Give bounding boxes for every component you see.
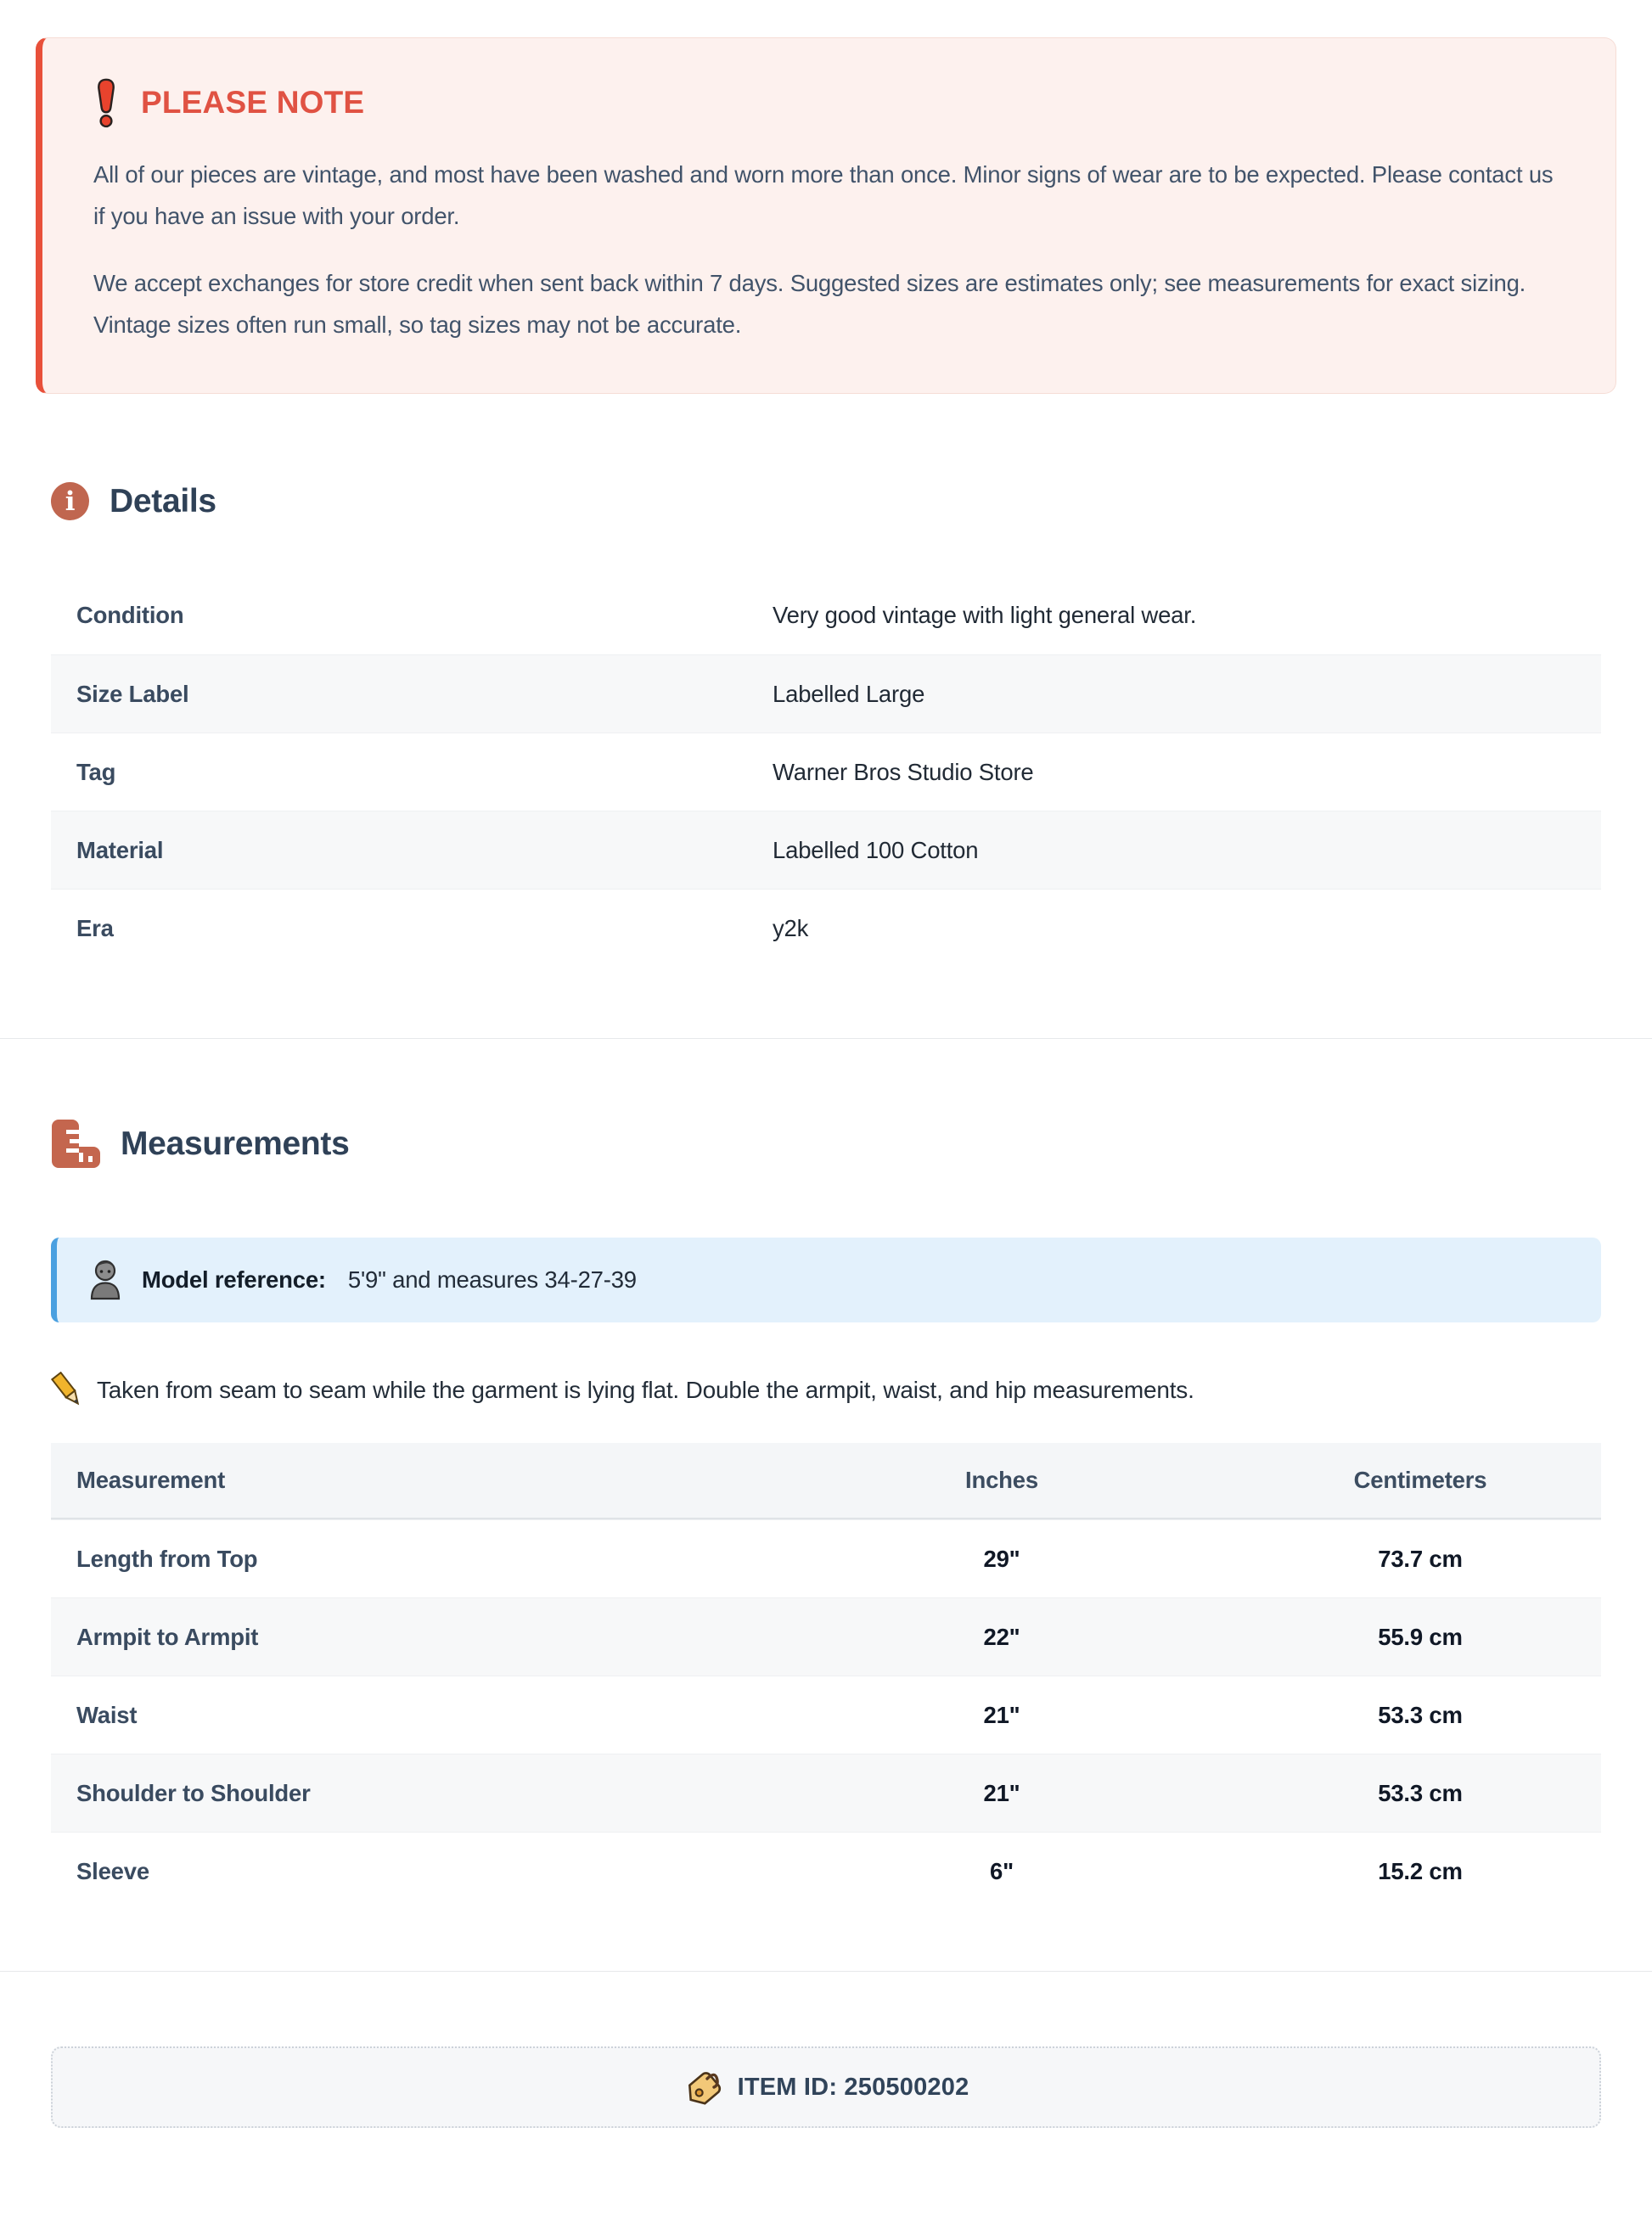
measurements-table <box>51 1443 1601 1910</box>
column-header: Inches <box>965 1467 1038 1493</box>
table-row <box>51 811 1601 889</box>
column-header: Centimeters <box>1353 1467 1487 1493</box>
measurement-cm: 73.7 cm <box>1378 1545 1463 1572</box>
details-heading <box>51 482 1601 520</box>
measuring-method-note <box>51 1372 1601 1409</box>
table-row <box>51 889 1601 967</box>
table-row <box>51 1597 1601 1676</box>
measurement-inches: 21" <box>983 1701 1020 1728</box>
model-reference-value: 5'9" and measures 34-27-39 <box>347 1266 637 1293</box>
item-id-text: ITEM ID: 250500202 <box>737 2073 969 2101</box>
measurements-table-header <box>51 1443 1601 1519</box>
measurements-heading <box>51 1119 1601 1170</box>
measurement-name: Armpit to Armpit <box>76 1623 259 1650</box>
detail-label: Tag <box>76 758 116 785</box>
exclamation-icon <box>93 77 119 128</box>
measurement-cm: 53.3 cm <box>1378 1701 1463 1728</box>
table-row <box>51 1754 1601 1832</box>
pencil-icon <box>51 1372 83 1409</box>
measurement-name: Shoulder to Shoulder <box>76 1779 311 1806</box>
measurement-cm: 53.3 cm <box>1378 1779 1463 1806</box>
detail-label: Era <box>76 914 114 941</box>
info-icon <box>51 482 89 520</box>
please-note-callout <box>36 37 1616 394</box>
measurement-cm: 15.2 cm <box>1378 1857 1463 1884</box>
footer <box>0 2046 1652 2128</box>
table-row <box>51 733 1601 811</box>
details-title: Details <box>110 482 216 519</box>
detail-label: Material <box>76 836 164 863</box>
measurement-name: Waist <box>76 1701 138 1728</box>
measurement-name: Sleeve <box>76 1857 149 1884</box>
measurements-section <box>0 1119 1652 1910</box>
detail-value: Labelled Large <box>773 680 925 707</box>
detail-label: Condition <box>76 602 184 628</box>
measurements-title: Measurements <box>121 1126 350 1162</box>
measurement-inches: 21" <box>983 1779 1020 1806</box>
note-paragraph: All of our pieces are vintage, and most have been washed and worn more than once. Minor signs of wear are to be expected. Please contact us if you have an issue with your order. <box>93 161 1554 229</box>
details-table <box>51 576 1601 967</box>
ruler-icon <box>51 1119 100 1170</box>
measurement-inches: 22" <box>983 1623 1020 1650</box>
detail-value: Labelled 100 Cotton <box>773 836 979 863</box>
detail-value: Warner Bros Studio Store <box>773 758 1034 785</box>
measuring-method-text: Taken from seam to seam while the garment is lying flat. Double the armpit, waist, and hip measurements. <box>97 1377 1194 1403</box>
note-title: PLEASE NOTE <box>141 85 365 120</box>
person-bust-icon <box>87 1259 123 1301</box>
table-row <box>51 576 1601 654</box>
measurement-cm: 55.9 cm <box>1378 1623 1463 1650</box>
tag-icon <box>683 2065 724 2109</box>
detail-value: y2k <box>773 914 809 941</box>
detail-value: Very good vintage with light general wear. <box>773 602 1197 628</box>
svg-text:i: i <box>65 486 76 517</box>
item-id-box <box>51 2046 1601 2128</box>
detail-label: Size Label <box>76 680 189 707</box>
measurement-name: Length from Top <box>76 1545 258 1572</box>
note-title-row <box>93 77 1565 128</box>
section-divider <box>0 1971 1652 1972</box>
section-divider <box>0 1038 1652 1039</box>
measurement-inches: 29" <box>983 1545 1020 1572</box>
model-reference-label: Model reference: <box>142 1266 326 1293</box>
table-row <box>51 1832 1601 1910</box>
details-section <box>0 482 1652 967</box>
model-reference-callout <box>51 1238 1601 1322</box>
product-details-page <box>0 37 1652 2223</box>
column-header: Measurement <box>76 1467 226 1493</box>
table-row <box>51 654 1601 733</box>
measurement-inches: 6" <box>990 1857 1014 1884</box>
note-paragraph: We accept exchanges for store credit when sent back within 7 days. Suggested sizes are estimates only; see measurements for exact sizing. Vintage sizes often run small, so tag sizes may not be accurate. <box>93 270 1526 338</box>
table-row <box>51 1519 1601 1597</box>
table-row <box>51 1676 1601 1754</box>
